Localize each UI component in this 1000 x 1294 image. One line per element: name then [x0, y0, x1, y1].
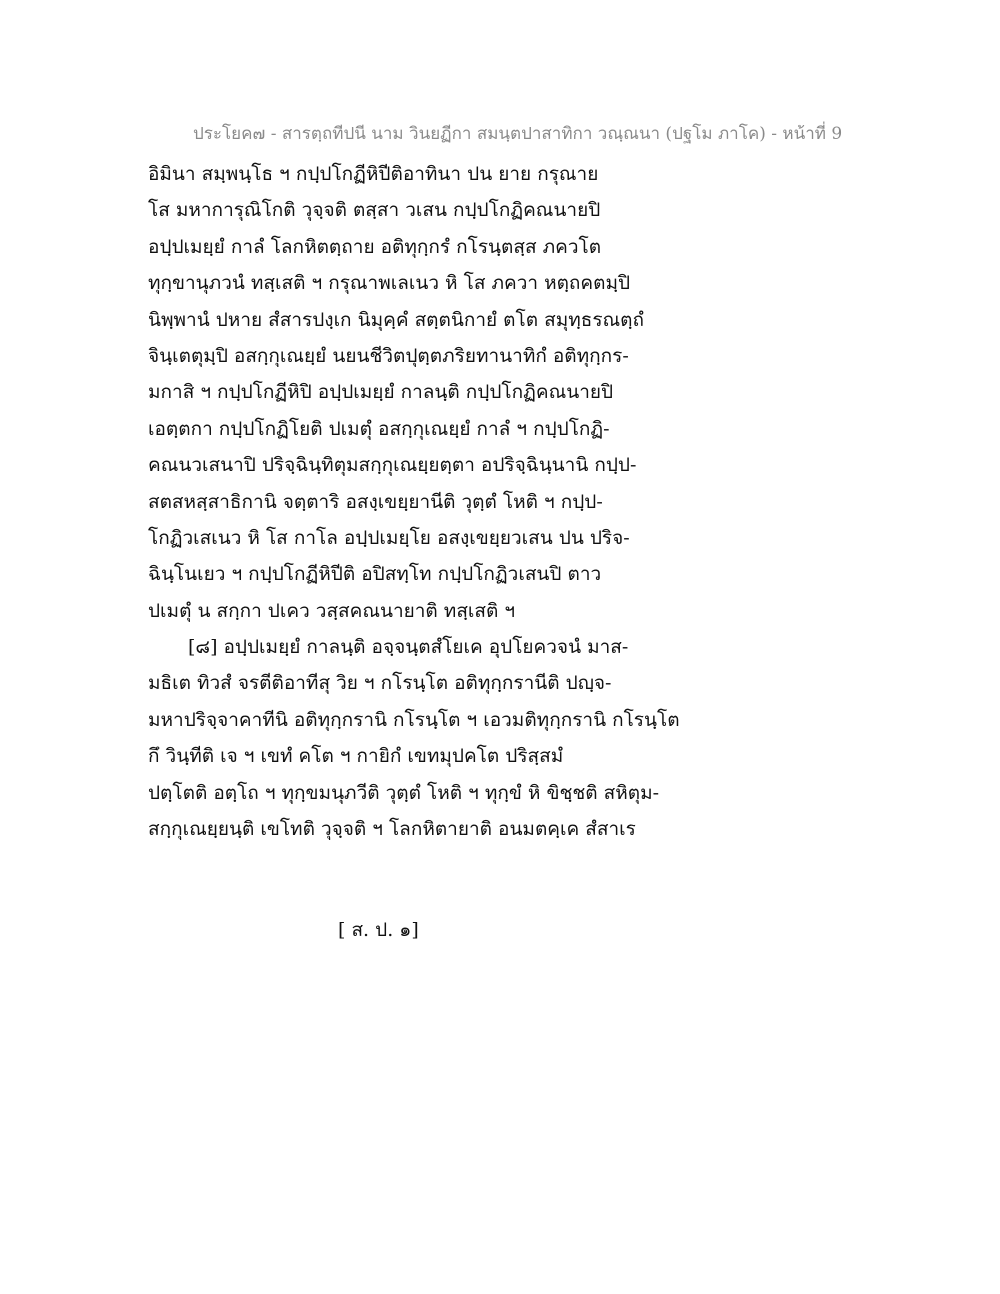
paragraph-start-line: [๘] อปฺปเมยฺยํ กาลนฺติ อจฺจนฺตสํโยเค อุปโยควจนํ มาส- — [188, 636, 629, 659]
text-line: สตสหสฺสาธิกานิ จตฺตาริ อสงฺเขยฺยานีติ วุตฺตํ โหติ ฯ กปฺป- — [148, 490, 603, 513]
text-line: อิมินา สมฺพนฺโธ ฯ กปฺปโกฏีหิปีติอาทินา ปน ยาย กรุณาย — [148, 163, 599, 185]
text-line: มกาสิ ฯ กปฺปโกฏีหิปิ อปฺปเมยฺยํ กาลนฺติ กปฺปโกฏิคณนายปิ — [148, 381, 614, 404]
page-reference: [ ส. ป. ๑] — [338, 919, 419, 941]
text-line: อปฺปเมยฺยํ กาลํ โลกหิตตฺถาย อติทุกฺกรํ กโรนฺตสฺส ภควโต — [148, 235, 602, 258]
text-line: ปเมตุํ น สกฺกา ปเคว วสฺสคณนายาติ ทสฺเสติ ฯ — [148, 599, 516, 622]
text-line: โส มหาการุณิโกติ วุจฺจติ ตสฺสา วเสน กปฺปโกฏิคณนายปิ — [148, 199, 601, 222]
running-head: ประโยค๗ - สารตฺถทีปนี นาม วินยฏีกา สมนฺตปาสาทิกา วณฺณนา (ปฐโม ภาโค) - หน้าที่ 9 — [193, 124, 843, 144]
text-line: ฉินฺโนเยว ฯ กปฺปโกฏีหิปีติ อปิสทฺโท กปฺปโกฏิวเสนปิ ตาว — [148, 563, 602, 586]
text-line: มหาปริจฺจาคาทีนิ อติทุกฺกรานิ กโรนฺโต ฯ เอวมติทุกฺกรานิ กโรนฺโต — [148, 708, 680, 731]
text-line: สกฺกุเณยฺยนฺติ เขโทติ วุจฺจติ ฯ โลกหิตายาติ อนมตคฺเค สํสาเร — [148, 818, 636, 841]
body-text — [148, 156, 848, 847]
text-line: คณนวเสนาปิ ปริจฺฉินฺทิตุมสกฺกุเณยฺยตฺตา อปริจฺฉินฺนานิ กปฺป- — [148, 454, 637, 477]
text-line: กึ วินฺทีติ เจ ฯ เขทํ คโต ฯ กายิกํ เขทมุปคโต ปริสฺสมํ — [148, 745, 564, 768]
text-line: โกฏิวเสเนว หิ โส กาโล อปฺปเมยฺโย อสงฺเขยฺยวเสน ปน ปริจ- — [148, 526, 630, 549]
text-line: จินฺเตตุมฺปิ อสกฺกุเณยฺยํ นยนชีวิตปุตฺตภริยทานาทิกํ อติทุกฺกร- — [148, 344, 629, 367]
text-line: มธิเต ทิวสํ จรตีติอาทีสุ วิย ฯ กโรนฺโต อติทุกฺกรานีติ ปญฺจ- — [148, 672, 612, 695]
text-line: ทุกฺขานุภวนํ ทสฺเสติ ฯ กรุณาพเลเนว หิ โส ภควา หตฺถคตมฺปิ — [148, 272, 631, 295]
text-line: ปตฺโตติ อตฺโถ ฯ ทุกฺขมนุภวีติ วุตฺตํ โหติ ฯ ทุกฺขํ หิ ขิชฺชติ สหิตุม- — [148, 781, 660, 804]
text-line: นิพฺพานํ ปหาย สํสารปงฺเก นิมุคฺคํ สตฺตนิกายํ ตโต สมุทฺธรณตฺถํ — [148, 308, 645, 331]
text-line: เอตฺตกา กปฺปโกฏิโยติ ปเมตุํ อสกฺกุเณยฺยํ กาลํ ฯ กปฺปโกฏิ- — [148, 417, 610, 440]
